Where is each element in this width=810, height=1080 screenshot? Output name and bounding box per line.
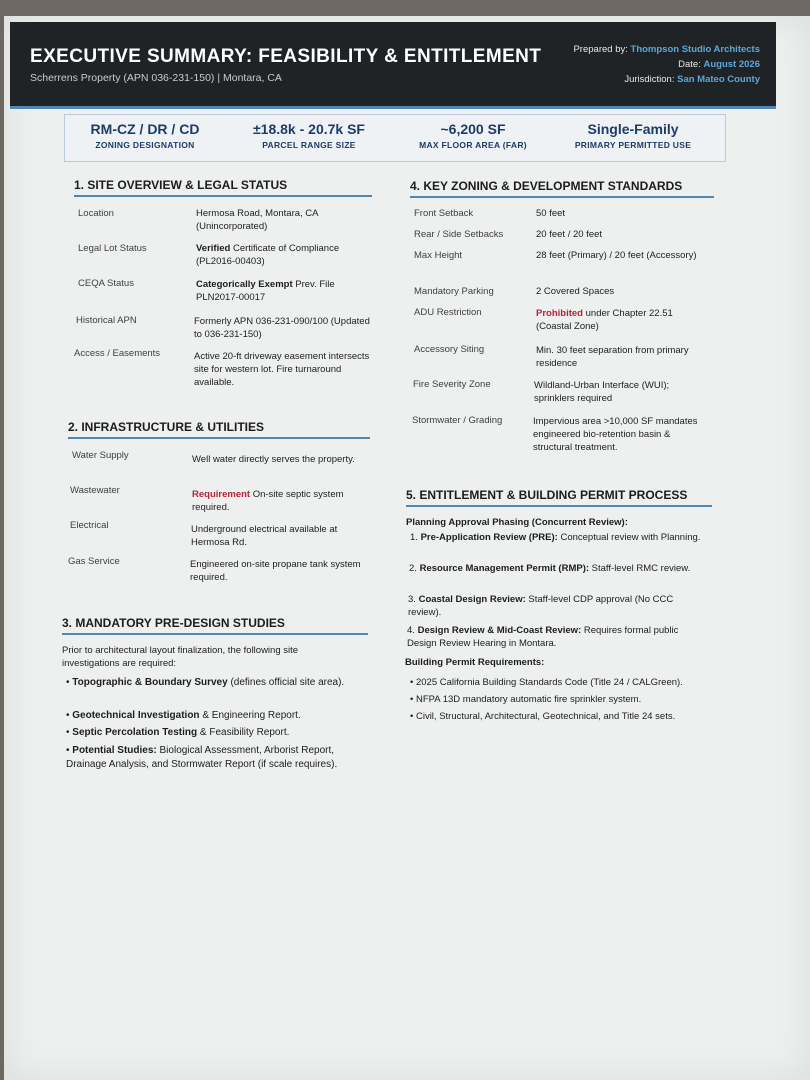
building-item-text: 2025 California Building Standards Code (Title 24 / CALGreen).: [415, 677, 683, 688]
site-label-ceqa: CEQA Status: [78, 278, 134, 289]
building-item: • 2025 California Building Standards Code (Title 24 / CALGreen).: [410, 677, 683, 688]
property-subtitle: Scherrens Property (APN 036-231-150) | Montara, CA: [30, 72, 282, 84]
site-value-location: Hermosa Road, Montara, CA (Unincorporated): [196, 208, 318, 232]
zoning-label-fire: Fire Severity Zone: [413, 379, 491, 390]
site-label-access: Access / Easements: [74, 348, 161, 359]
legal-status-tag: Verified: [196, 243, 231, 254]
study-item: • Septic Percolation Testing & Feasibility Report.: [66, 727, 290, 738]
infra-value-gas: Engineered on-site propane tank system required.: [190, 559, 361, 583]
section-infra-title: 2. INFRASTRUCTURE & UTILITIES: [68, 420, 370, 439]
stat-label: PRIMARY PERMITTED USE: [574, 140, 692, 150]
infra-label-gas: Gas Service: [68, 556, 120, 567]
jurisdiction-label: Jurisdiction:: [624, 74, 675, 85]
step-number: 1.: [410, 532, 418, 543]
study-name: Septic Percolation Testing: [72, 727, 198, 738]
date-line: [573, 57, 760, 72]
planning-step: [407, 624, 707, 650]
zoning-value-stormwater: Impervious area >10,000 SF mandates engineered bio-retention basin & structural treatment.: [533, 416, 698, 453]
stat-parcel: [229, 121, 389, 150]
site-value-ceqa: [196, 278, 374, 304]
legal-status-text: Certificate of Compliance (PL2016-00403): [196, 243, 340, 267]
jurisdiction-line: [573, 72, 760, 87]
summary-header: [10, 22, 776, 109]
paper-sheet: [4, 16, 810, 1080]
planning-step: [410, 531, 706, 544]
step-detail: Conceptual review with Planning.: [557, 532, 701, 543]
infra-label-electrical: Electrical: [70, 520, 109, 531]
section-studies-title: 3. MANDATORY PRE-DESIGN STUDIES: [62, 616, 368, 635]
stat-label: PARCEL RANGE SIZE: [262, 140, 356, 150]
zoning-value-fire: Wildland-Urban Interface (WUI); sprinklers required: [534, 380, 670, 404]
building-item: • NFPA 13D mandatory automatic fire sprinkler system.: [410, 694, 642, 705]
zoning-value-adu: [536, 307, 708, 333]
study-item: • Potential Studies: Biological Assessment, Arborist Report, Drainage Analysis, and Stormwater Report (if scale requires).: [66, 745, 338, 770]
building-item-text: Civil, Structural, Architectural, Geotechnical, and Title 24 sets.: [415, 711, 676, 722]
study-detail: (defines official site area).: [227, 677, 345, 688]
prohibited-tag: Prohibited: [536, 308, 583, 319]
studies-intro: Prior to architectural layout finalization, the following site investigations are required:: [62, 645, 299, 669]
step-name: Resource Management Permit (RMP):: [419, 563, 590, 574]
infra-label-water: Water Supply: [72, 450, 129, 461]
infra-value-electrical: Underground electrical available at Hermosa Rd.: [191, 524, 338, 548]
study-detail: Biological Assessment, Arborist Report, Drainage Analysis, and Stormwater Report (if scale requires).: [66, 745, 338, 770]
building-item: • Civil, Structural, Architectural, Geotechnical, and Title 24 sets.: [410, 711, 676, 722]
prepared-label: Prepared by:: [573, 44, 628, 55]
planning-heading: Planning Approval Phasing (Concurrent Review):: [406, 517, 628, 528]
wastewater-text: On-site septic system required.: [192, 489, 344, 513]
page-title: EXECUTIVE SUMMARY: FEASIBILITY & ENTITLEMENT: [30, 46, 542, 67]
step-name: Pre-Application Review (PRE):: [420, 532, 558, 543]
building-item-text: NFPA 13D mandatory automatic fire sprinkler system.: [415, 694, 642, 705]
stat-use: [553, 121, 713, 150]
zoning-label-parking: Mandatory Parking: [414, 286, 494, 297]
site-value-legal: [196, 242, 374, 268]
key-stats-bar: [64, 114, 726, 162]
planning-step: [408, 593, 706, 619]
stat-value: ~6,200 SF: [440, 121, 506, 137]
jurisdiction-value: San Mateo County: [677, 74, 760, 85]
section-site-title: 1. SITE OVERVIEW & LEGAL STATUS: [74, 178, 372, 197]
section-zoning-title: 4. KEY ZONING & DEVELOPMENT STANDARDS: [410, 179, 714, 198]
infra-label-wastewater: Wastewater: [70, 485, 120, 496]
requirement-tag: Requirement: [192, 489, 251, 500]
planning-step: [409, 562, 705, 575]
study-detail: & Feasibility Report.: [197, 727, 290, 738]
zoning-label-accessory: Accessory Siting: [414, 344, 485, 355]
study-name: Topographic & Boundary Survey: [72, 677, 228, 688]
infra-value-wastewater: [192, 488, 370, 514]
site-label-location: Location: [78, 208, 114, 219]
date-value: August 2026: [703, 59, 760, 70]
header-meta: [573, 42, 760, 87]
zoning-label-stormwater: Stormwater / Grading: [412, 415, 503, 426]
prepared-by: [573, 42, 760, 57]
study-item: • Topographic & Boundary Survey (defines official site area).: [66, 677, 345, 688]
study-detail: & Engineering Report.: [199, 710, 301, 721]
step-name: Coastal Design Review:: [418, 594, 526, 605]
zoning-label-adu: ADU Restriction: [414, 307, 482, 318]
site-label-legal: Legal Lot Status: [78, 243, 147, 254]
step-detail: Staff-level RMC review.: [589, 563, 691, 574]
step-detail: Requires formal public Design Review Hearing in Montara.: [407, 625, 679, 649]
building-heading: Building Permit Requirements:: [405, 657, 545, 668]
step-number: 4.: [407, 625, 415, 636]
adu-text: under Chapter 22.51 (Coastal Zone): [536, 308, 673, 332]
zoning-label-front: Front Setback: [414, 208, 474, 219]
zoning-label-rear: Rear / Side Setbacks: [414, 229, 504, 240]
stat-value: ±18.8k - 20.7k SF: [253, 121, 365, 137]
zoning-value-parking: 2 Covered Spaces: [536, 286, 615, 297]
study-name: Potential Studies:: [72, 745, 157, 756]
infra-value-water: Well water directly serves the property.: [192, 454, 355, 465]
step-detail: Staff-level CDP approval (No CCC review).: [408, 594, 674, 618]
zoning-value-accessory: Min. 30 feet separation from primary residence: [536, 345, 689, 369]
site-value-apn: Formerly APN 036-231-090/100 (Updated to 036-231-150): [194, 316, 370, 340]
site-label-apn: Historical APN: [76, 315, 137, 326]
prepared-value: Thompson Studio Architects: [630, 44, 760, 55]
section-entitlement-title: 5. ENTITLEMENT & BUILDING PERMIT PROCESS: [406, 488, 712, 507]
step-number: 3.: [408, 594, 416, 605]
zoning-label-height: Max Height: [414, 250, 463, 261]
study-name: Geotechnical Investigation: [72, 710, 200, 721]
zoning-value-height: 28 feet (Primary) / 20 feet (Accessory): [536, 250, 697, 261]
stat-floor-area: [393, 121, 553, 150]
stat-label: ZONING DESIGNATION: [95, 140, 195, 150]
stat-zoning: [65, 121, 225, 150]
date-label: Date:: [678, 59, 701, 70]
zoning-value-front: 50 feet: [536, 208, 566, 219]
stat-value: Single-Family: [587, 121, 679, 137]
study-item: • Geotechnical Investigation & Engineering Report.: [66, 710, 301, 721]
site-value-access: Active 20-ft driveway easement intersects site for western lot. Fire turnaround available.: [194, 351, 370, 388]
zoning-value-rear: 20 feet / 20 feet: [536, 229, 603, 240]
ceqa-tag: Categorically Exempt: [196, 279, 293, 290]
ceqa-text: Prev. File PLN2017-00017: [196, 279, 335, 303]
stat-value: RM-CZ / DR / CD: [90, 121, 200, 137]
stat-label: MAX FLOOR AREA (FAR): [419, 140, 527, 150]
step-name: Design Review & Mid-Coast Review:: [417, 625, 582, 636]
step-number: 2.: [409, 563, 417, 574]
